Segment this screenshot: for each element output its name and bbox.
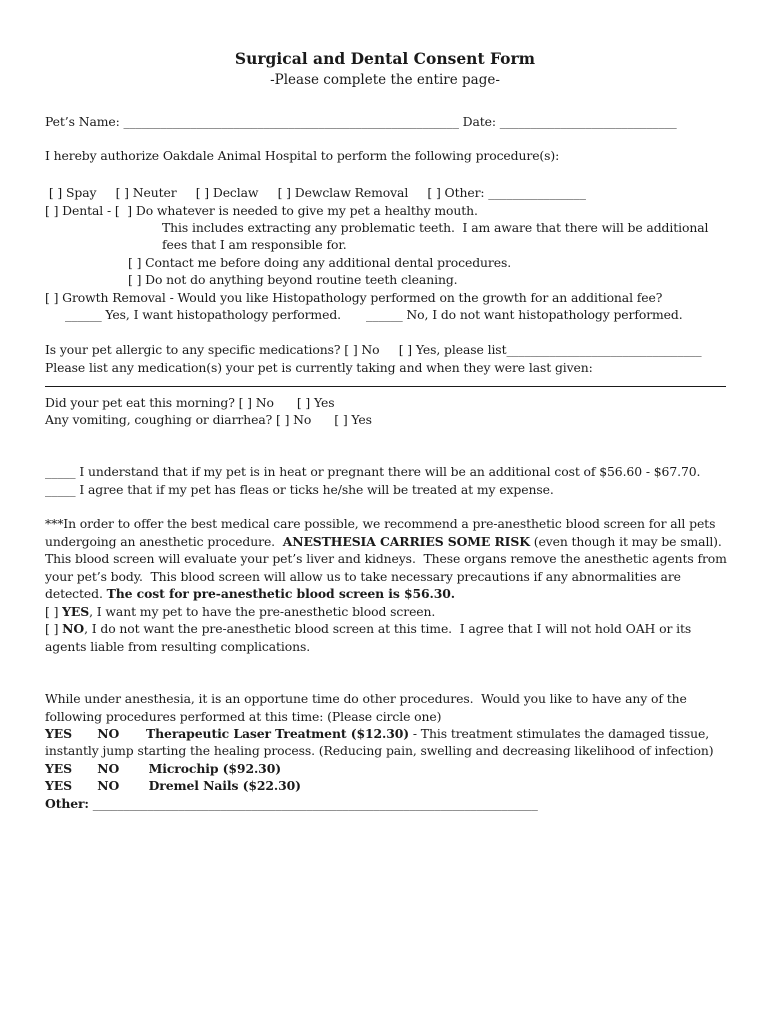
- blood-screen-text-2: undergoing an anesthetic procedure. ANESTHESIA CARRIES SOME RISK (even though it may be small).: [45, 534, 722, 549]
- dental-routine-option[interactable]: [ ] Do not do anything beyond routine teeth cleaning.: [128, 272, 458, 287]
- page-title: Surgical and Dental Consent Form: [234, 49, 536, 68]
- medications-blank-line[interactable]: [45, 386, 726, 387]
- blood-screen-text-1: ***In order to offer the best medical care possible, we recommend a pre-anesthetic blood screen for all pets: [45, 516, 716, 531]
- blood-screen-text-3: This blood screen will evaluate your pet’s liver and kidneys. These organs remove the anesthetic agents from: [45, 551, 727, 566]
- dremel-nails-option[interactable]: YES NO Dremel Nails ($22.30): [45, 778, 301, 793]
- other-blank[interactable]: _________________________________________________________________________: [88, 796, 538, 811]
- dental-option[interactable]: [ ] Dental - [ ] Do whatever is needed to give my pet a healthy mouth.: [45, 203, 478, 218]
- histopathology-no[interactable]: ______ No, I do not want histopathology performed.: [366, 307, 683, 322]
- dental-contact-option[interactable]: [ ] Contact me before doing any additional dental procedures.: [128, 255, 512, 270]
- vomit-question[interactable]: Any vomiting, coughing or diarrhea? [ ] No [ ] Yes: [45, 412, 372, 427]
- other-label: Other:: [45, 796, 89, 811]
- blood-screen-cost: The cost for pre-anesthetic blood screen is $56.30.: [106, 586, 455, 601]
- dental-detail-1: This includes extracting any problematic teeth. I am aware that there will be additional: [162, 220, 709, 235]
- dental-detail-2: fees that I am responsible for.: [162, 237, 347, 252]
- blood-screen-text-4: your pet’s body. This blood screen will allow us to take necessary precautions if any abnormalities are: [45, 569, 681, 584]
- anesthesia-risk-warning: ANESTHESIA CARRIES SOME RISK: [282, 534, 530, 549]
- authorize-text: I hereby authorize Oakdale Animal Hospital to perform the following procedure(s):: [45, 148, 560, 163]
- growth-removal-option[interactable]: [ ] Growth Removal - Would you like Histopathology performed on the growth for an additional fee?: [45, 290, 663, 305]
- additional-procedures-text-2: following procedures performed at this time: (Please circle one): [45, 709, 442, 724]
- additional-procedures-text-1: While under anesthesia, it is an opportune time do other procedures. Would you like to have any of the: [45, 691, 687, 706]
- pet-name-date-line[interactable]: Pet’s Name: _______________________________________________________ Date: _____________________________: [45, 114, 677, 129]
- eat-question[interactable]: Did your pet eat this morning? [ ] No [ ] Yes: [45, 395, 335, 410]
- allergy-question[interactable]: Is your pet allergic to any specific medications? [ ] No [ ] Yes, please list________________________________: [45, 342, 702, 357]
- blood-screen-text-5: detected. The cost for pre-anesthetic blood screen is $56.30.: [45, 586, 455, 601]
- heat-acknowledgement[interactable]: _____ I understand that if my pet is in heat or pregnant there will be an additional cost of $56.60 - $67.70.: [45, 464, 701, 479]
- laser-treatment-description: instantly jump starting the healing process. (Reducing pain, swelling and decreasing likelihood of infection): [45, 743, 714, 758]
- microchip-option[interactable]: YES NO Microchip ($92.30): [45, 761, 281, 776]
- blood-screen-no-continued: agents liable from resulting complications.: [45, 639, 311, 654]
- blood-screen-yes-option[interactable]: [ ] YES, I want my pet to have the pre-anesthetic blood screen.: [45, 604, 436, 619]
- laser-treatment-option[interactable]: YES NO Therapeutic Laser Treatment ($12.30) - This treatment stimulates the damaged tissue,: [45, 726, 710, 741]
- flea-acknowledgement[interactable]: _____ I agree that if my pet has fleas or ticks he/she will be treated at my expense.: [45, 482, 554, 497]
- other-procedure-line[interactable]: [45, 796, 538, 812]
- page-subtitle: -Please complete the entire page-: [270, 72, 500, 88]
- histopathology-yes[interactable]: ______ Yes, I want histopathology performed.: [65, 307, 341, 322]
- medications-question: Please list any medication(s) your pet is currently taking and when they were last given:: [45, 360, 593, 375]
- blood-screen-no-option[interactable]: [ ] NO, I do not want the pre-anesthetic blood screen at this time. I agree that I will not hold OAH or its: [45, 621, 692, 636]
- procedure-options[interactable]: [ ] Spay [ ] Neuter [ ] Declaw [ ] Dewclaw Removal [ ] Other: ________________: [45, 185, 586, 200]
